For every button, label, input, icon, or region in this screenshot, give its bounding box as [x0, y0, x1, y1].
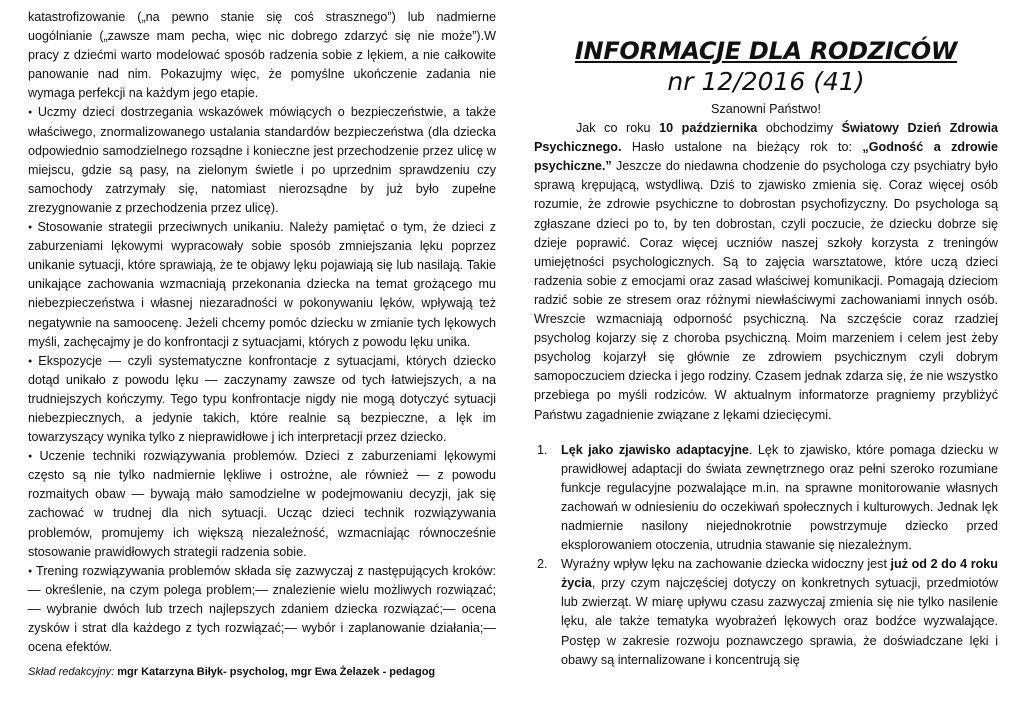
greeting: Szanowni Państwo!: [711, 102, 821, 116]
editorial-footer: [28, 664, 435, 680]
left-column: [28, 8, 496, 657]
numbered-list: [534, 441, 998, 670]
bullet-avoidance: ● Stosowanie strategii przeciwnych unikaniu. Należy pamiętać o tym, że dzieci z zaburzeniami lękowymi wypracowały sobie sposób zmniejszania lęku poprzez unikanie sytuacji, które sprawiają, że te objawy lęku pojawiają się lub nasilają. Takie unikające zachowania wzmacniają przekonania dziecka na temat grożącego mu niebezpieczeństwa i własnej niezaradności w pokonywaniu lęków, wpływają też negatywnie na samoocenę. Jeżeli chcemy pomóc dziecku w zmianie tych lękowych myśli, zachęcajmy je do konfrontacji z sytuacjami, których z powodu lęku unika.: [28, 218, 496, 352]
intro-paragraph-right: Jak co roku 10 października obchodzimy Światowy Dzień Zdrowia Psychicznego. Hasło ustalone na bieżący rok to: „Godność a zdrowie psychiczne.” Jeszcze do niedawna chodzenie do psychologa czy psychiatry było sprawą krępującą, wstydliwą. Dziś to zjawisko zmienia się. Coraz więcej osób rozumie, że zdrowie psychiczne to dobrostan psychofizyczny. Do psychologa są zgłaszane dzieci po to, by ten dobrostan, czyli poczucie, że dziecku dobrze się dzieje poprawić. Coraz więcej uczniów naszej szkoły korzysta z treningów umiejętności psychologicznych. Są to zajęcia warsztatowe, które uczą dzieci radzenia sobie z emocjami oraz zasad właściwej komunikacji. Pomagają dzieciom radzić sobie ze stresem oraz różnymi niewłaściwymi zachowaniami innych osób. Wreszcie wzmacniają odporność psychiczną. Na szczęście coraz rzadziej psycholog kojarzy się z choroba psychiczną. Moim marzeniem i celem jest żeby psycholog kojarzył się głównie ze zdrowiem psychicznym czyli dobrym samopoczuciem dziecka i jego rodziny. Czasem jednak zdarza się, że nie wszystko przebiega po myśli rodziców. W aktualnym informatorze pragniemy przybliżyć Państwu zagadnienie związane z lękami dziecięcymi.: [534, 121, 998, 422]
event-name: Światowy Dzień Zdrowia Psychicznego.: [534, 121, 998, 155]
bullet-exposure: ● Ekspozycje — czyli systematyczne konfrontacje z sytuacjami, których dziecko dotąd unikało z powodu lęku — zaczynamy zawsze od tych łatwiejszych, a na trudniejszych kończymy. Tego typu konfrontacje nigdy nie mogą dotyczyć sytuacji niebezpiecznych, a jedynie takich, które realnie są bezpieczne, a lęk im towarzyszący wynika tylko z nieprawidłowe j ich interpretacji przez dziecko.: [28, 352, 496, 447]
list-item: 1. Lęk jako zjawisko adaptacyjne. Lęk to zjawisko, które pomaga dziecku w prawidłowej adaptacji do świata zewnętrznego oraz pełni szeroko rozumiane funkcje regulacyjne pozwalające m.in. na sprawne monitorowanie własnych zachowań w odniesieniu do oczekiwań społecznych i kulturowych. Jednak lęk nadmiernie nasilony niejednokrotnie powstrzymuje dziecko przed eksplorowaniem otoczenia, utrudnia stawanie się niezależnym.: [537, 442, 998, 553]
newsletter-title: INFORMACJE DLA RODZICÓW: [574, 37, 958, 65]
date-highlight: 10 października: [659, 121, 758, 136]
right-column: [534, 8, 998, 670]
footer-names: mgr Katarzyna Biłyk- psycholog, mgr Ewa Żelazek - pedagog: [114, 666, 436, 678]
motto: „Godność a zdrowie psychiczne.”: [534, 140, 998, 174]
bullet-safety: ● Uczmy dzieci dostrzegania wskazówek mówiących o bezpieczeństwie, a także właściwego, znormalizowanego ustalania standardów bezpieczeństwa (dla dziecka odpowiednio samodzielnego rozsądne i konieczne jest przechodzenie przez ulicę w miejscu, gdzie są pasy, na zielonym świetle i po uprzednim sprawdzeniu czy samochody zatrzymały się, natomiast nierozsądne by już było zupełne zrezygnowanie z przechodzenia przez ulicę).: [28, 103, 496, 218]
intro-paragraph: katastrofizowanie („na pewno stanie się coś strasznego”) lub nadmierne uogólnianie („zawsze mam pecha, więc nic dobrego zdarzyć się nie może”).W pracy z dziećmi warto modelować sposób radzenia sobie z lękiem, a nie całkowite panowanie nad nim. Pokazujmy więc, że pomyślne ukończenie zadania nie wymaga perfekcji na każdym jego etapie.: [28, 10, 496, 101]
bullet-problem-solving: ● Uczenie techniki rozwiązywania problemów. Dzieci z zaburzeniami lękowymi często są nie tylko nadmiernie lękliwe i ostrożne, ale również — z powodu rozmaitych obaw — bywają mało samodzielne w podejmowaniu decyzji, jak się zachować w trudnej dla nich sytuacji. Ucząc dzieci technik rozwiązywania problemów, promujemy ich większą niezależność, wzmacniając równocześnie stosowanie prawidłowych strategii radzenia sobie.: [28, 447, 496, 562]
footer-label: Skład redakcyjny:: [28, 666, 115, 678]
list-item: 2. Wyraźny wpływ lęku na zachowanie dziecka widoczny jest już od 2 do 4 roku życia, przy czym najczęściej dotyczy on konkretnych sytuacji, przedmiotów lub zwierząt. W miarę upływu czasu zazwyczaj zmienia się nie tylko nasilenie lęku, ale także tematyka wyobrażeń lękowych oraz bodźce wyzwalające. Postęp w zakresie rozwoju poznawczego sprawia, że doświadczane lęki i obawy są internalizowane i koncentrują się: [537, 557, 998, 667]
issue-number: nr 12/2016 (41): [667, 67, 865, 96]
bullet-training: ● Trening rozwiązywania problemów składa się zazwyczaj z następujących kroków:— określenie, na czym polega problem;— znalezienie wielu możliwych rozwiązać;— wybranie dwóch lub trzech najlepszych zdaniem dziecka rozwiązać;— ocena zysków i strat dla każdego z tych rozwiązać;— wybór i zaplanowanie działania;— ocena efektów.: [28, 562, 496, 657]
